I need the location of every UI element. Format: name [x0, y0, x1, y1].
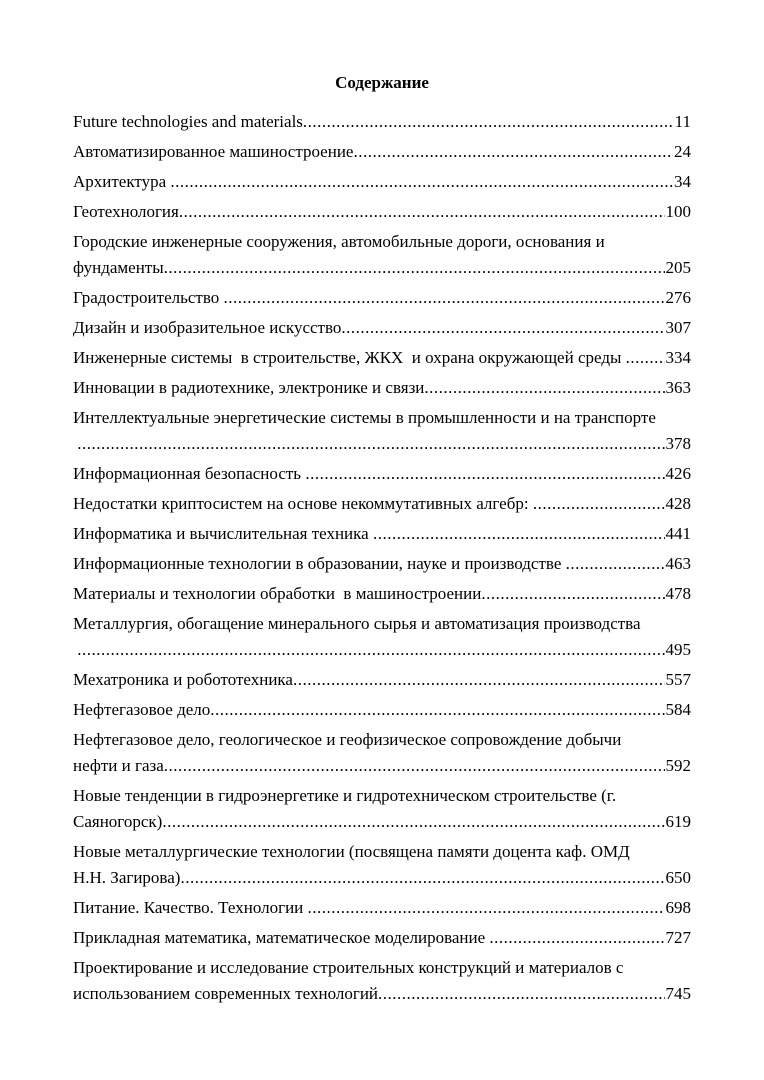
toc-page-number: 307	[665, 318, 691, 337]
toc-entry	[73, 139, 691, 165]
dot-leader	[424, 375, 664, 401]
dot-leader	[341, 315, 664, 341]
toc-entry-line	[73, 809, 691, 835]
toc-page-number: 557	[665, 670, 691, 689]
toc-entry	[73, 461, 691, 487]
toc-page-number: 441	[665, 524, 691, 543]
toc-entry-line	[73, 551, 691, 577]
toc-page-number: 745	[665, 984, 691, 1003]
toc-page-number: 276	[665, 288, 691, 307]
toc-page-number: 100	[665, 202, 691, 221]
dot-leader	[162, 809, 664, 835]
toc-entry	[73, 839, 691, 891]
toc-entry-title: Нефтегазовое дело	[73, 700, 211, 719]
toc-entry	[73, 405, 691, 457]
toc-entry	[73, 315, 691, 341]
toc-entry-line	[73, 109, 691, 135]
toc-entry-line	[73, 375, 691, 401]
toc-page-number: 478	[665, 584, 691, 603]
toc-entry-title-line: Новые тенденции в гидроэнергетике и гидротехническом строительстве (г.	[73, 786, 617, 805]
toc-entry	[73, 925, 691, 951]
toc-entry-title: Саяногорск)	[73, 812, 163, 831]
toc-page-number: 378	[665, 434, 691, 453]
dot-leader	[626, 345, 665, 371]
toc-page-number: 495	[665, 640, 691, 659]
toc-page-number: 11	[674, 112, 691, 131]
toc-entry-line	[73, 581, 691, 607]
toc-entry-title: Градостроительство	[73, 288, 224, 307]
toc-entry-title: Мехатроника и робототехника	[73, 670, 293, 689]
toc-entry	[73, 229, 691, 281]
toc-entry-title: Н.Н. Загирова)	[73, 868, 181, 887]
toc-entry-line	[73, 431, 691, 457]
dot-leader	[180, 865, 664, 891]
toc-entry-title: Автоматизированное машиностроение	[73, 142, 354, 161]
toc-page-number: 205	[665, 258, 691, 277]
toc-entry-line	[73, 491, 691, 517]
toc-entry	[73, 727, 691, 779]
toc-entry	[73, 551, 691, 577]
toc-entry-title: Архитектура	[73, 172, 171, 191]
toc-entry	[73, 375, 691, 401]
toc-entry-title: использованием современных технологий	[73, 984, 379, 1003]
toc-entry	[73, 955, 691, 1007]
toc-entry-line	[73, 285, 691, 311]
dot-leader	[164, 255, 665, 281]
toc-entry-line	[73, 139, 691, 165]
toc-entry	[73, 581, 691, 607]
dot-leader	[373, 521, 665, 547]
toc-entry	[73, 521, 691, 547]
toc-entry-title: Материалы и технологии обработки в машиностроении	[73, 584, 482, 603]
dot-leader	[224, 285, 665, 311]
toc-entry-title: Геотехнология	[73, 202, 179, 221]
toc-page-number: 24	[674, 142, 691, 161]
toc-entry-title: нефти и газа	[73, 756, 164, 775]
toc-page-number: 650	[665, 868, 691, 887]
toc-entry-line	[73, 521, 691, 547]
toc-entry-title: Инновации в радиотехнике, электронике и связи	[73, 378, 425, 397]
dot-leader	[308, 895, 665, 921]
toc-entry	[73, 895, 691, 921]
dot-leader	[293, 667, 665, 693]
toc-entry-title: Недостатки криптосистем на основе некоммутативных алгебр:	[73, 494, 533, 513]
toc-entry-line	[73, 637, 691, 663]
dot-leader	[210, 697, 664, 723]
dot-leader	[179, 199, 665, 225]
toc-entry-title-line: Новые металлургические технологии (посвящена памяти доцента каф. ОМД	[73, 842, 630, 861]
toc-entry-line	[73, 199, 691, 225]
toc-entry-line	[73, 895, 691, 921]
dot-leader	[489, 925, 664, 951]
toc-entry-title: Информатика и вычислительная техника	[73, 524, 373, 543]
toc-entry-line	[73, 667, 691, 693]
dot-leader	[481, 581, 664, 607]
toc-entry-title: Инженерные системы в строительстве, ЖКХ и охрана окружающей среды	[73, 348, 626, 367]
dot-leader	[77, 431, 664, 457]
toc-entry	[73, 611, 691, 663]
toc-entry	[73, 697, 691, 723]
table-of-contents	[73, 109, 691, 1011]
toc-entry-title-line: Городские инженерные сооружения, автомобильные дороги, основания и	[73, 232, 605, 251]
toc-page-number: 34	[674, 172, 691, 191]
toc-entry-title: Future technologies and materials	[73, 112, 303, 131]
dot-leader	[170, 169, 673, 195]
toc-entry-line	[73, 345, 691, 371]
dot-leader	[164, 753, 665, 779]
toc-entry	[73, 169, 691, 195]
toc-page-number: 584	[665, 700, 691, 719]
toc-entry-title: Прикладная математика, математическое моделирование	[73, 928, 490, 947]
toc-entry-title: Питание. Качество. Технологии	[73, 898, 308, 917]
toc-entry-title-line: Нефтегазовое дело, геологическое и геофизическое сопровождение добычи	[73, 730, 622, 749]
toc-page-number: 619	[665, 812, 691, 831]
dot-leader	[303, 109, 674, 135]
toc-page-number: 428	[665, 494, 691, 513]
toc-entry	[73, 491, 691, 517]
toc-entry-title: Информационная безопасность	[73, 464, 306, 483]
toc-entry-title: Дизайн и изобразительное искусство	[73, 318, 342, 337]
dot-leader	[305, 461, 664, 487]
toc-entry-line	[73, 981, 691, 1007]
toc-heading: Содержание	[335, 73, 429, 92]
toc-entry	[73, 345, 691, 371]
toc-entry-title: фундаменты	[73, 258, 164, 277]
toc-entry	[73, 285, 691, 311]
toc-entry-line	[73, 169, 691, 195]
toc-entry	[73, 199, 691, 225]
toc-entry-title-line: Проектирование и исследование строительных конструкций и материалов с	[73, 958, 624, 977]
dot-leader	[378, 981, 664, 1007]
dot-leader	[353, 139, 673, 165]
toc-page-number: 426	[665, 464, 691, 483]
toc-page-number: 334	[665, 348, 691, 367]
toc-page-number: 463	[665, 554, 691, 573]
dot-leader	[566, 551, 665, 577]
toc-entry-title: Информационные технологии в образовании, науке и производстве	[73, 554, 566, 573]
toc-page-number: 698	[665, 898, 691, 917]
toc-entry	[73, 109, 691, 135]
toc-entry-title-line: Металлургия, обогащение минерального сырья и автоматизация производства	[73, 614, 641, 633]
toc-page-number: 727	[665, 928, 691, 947]
toc-entry	[73, 667, 691, 693]
toc-entry-line	[73, 461, 691, 487]
dot-leader	[77, 637, 664, 663]
toc-entry-line	[73, 697, 691, 723]
dot-leader	[533, 491, 665, 517]
toc-entry-line	[73, 315, 691, 341]
toc-page-number: 592	[665, 756, 691, 775]
toc-entry-line	[73, 753, 691, 779]
toc-entry-line	[73, 925, 691, 951]
toc-entry	[73, 783, 691, 835]
toc-entry-line	[73, 865, 691, 891]
toc-page-number: 363	[665, 378, 691, 397]
toc-entry-title-line: Интеллектуальные энергетические системы в промышленности и на транспорте	[73, 408, 656, 427]
toc-entry-line	[73, 255, 691, 281]
